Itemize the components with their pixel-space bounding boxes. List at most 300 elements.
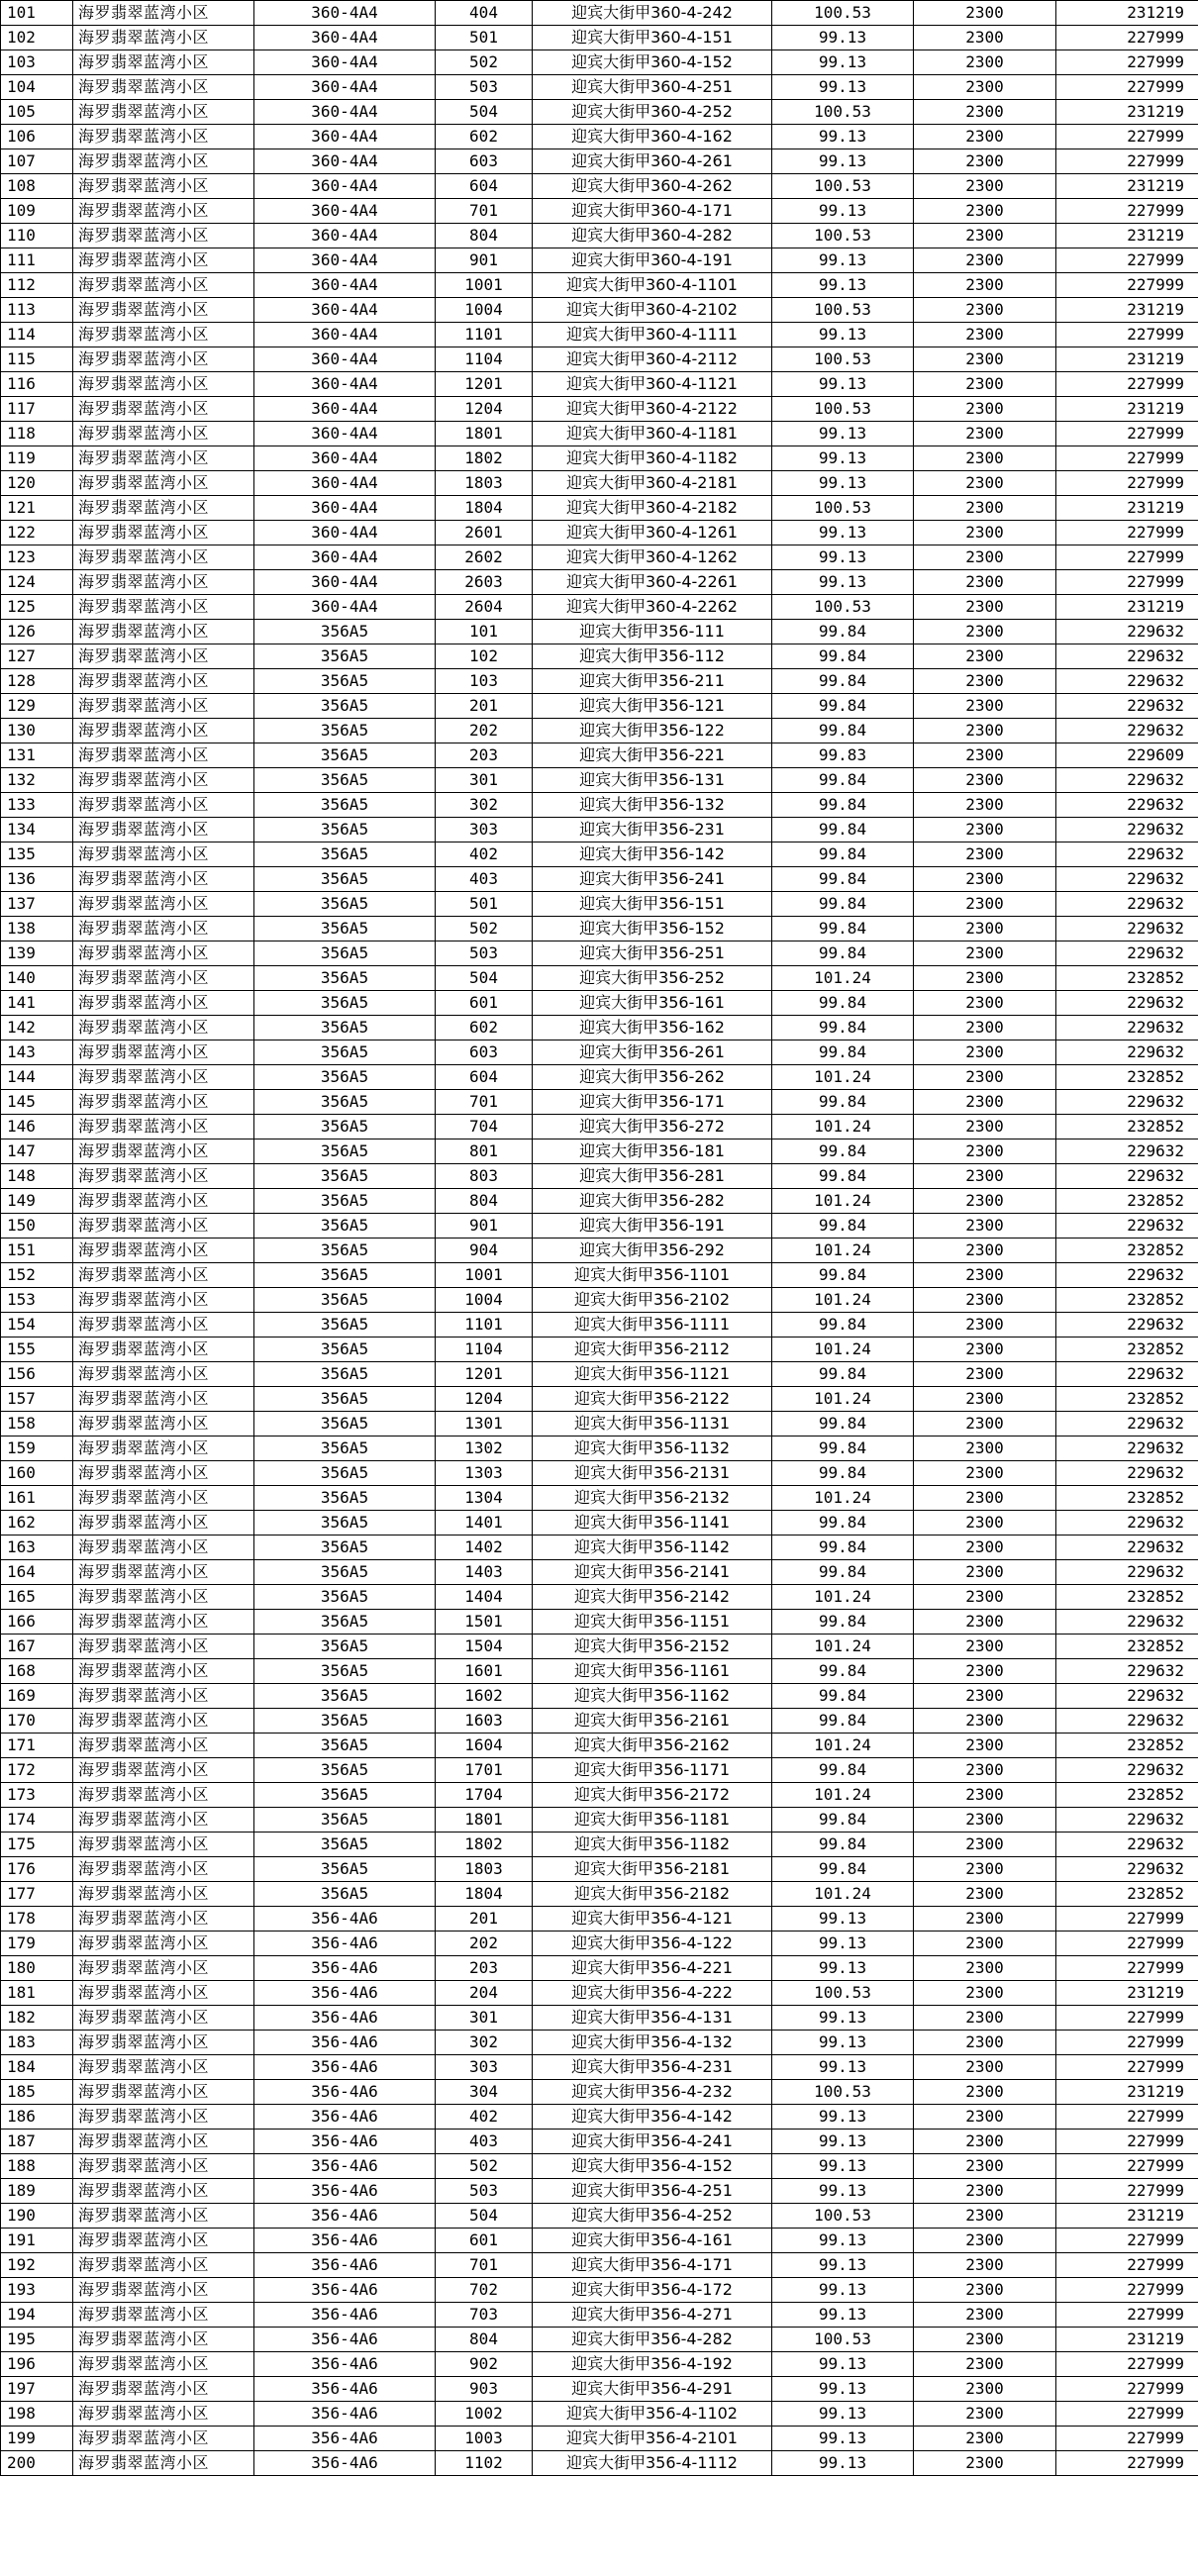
address-cell: 迎宾大街甲356-2141 [533, 1560, 772, 1585]
row-number-cell: 159 [1, 1437, 73, 1461]
total-price-cell: 227999 [1056, 26, 1198, 50]
building-cell: 356A5 [254, 1709, 436, 1734]
building-cell: 360-4A4 [254, 446, 436, 471]
row-number-cell: 162 [1, 1511, 73, 1536]
total-price-cell: 229632 [1056, 917, 1198, 941]
row-number-cell: 188 [1, 2154, 73, 2179]
unit-price-cell: 2300 [914, 2377, 1056, 2402]
total-price-cell: 229632 [1056, 842, 1198, 867]
area-cell: 101.24 [772, 1288, 914, 1313]
row-number-cell: 104 [1, 75, 73, 100]
community-cell: 海罗翡翠蓝湾小区 [73, 644, 254, 669]
total-price-cell: 227999 [1056, 248, 1198, 273]
total-price-cell: 232852 [1056, 1486, 1198, 1511]
room-cell: 602 [436, 125, 533, 149]
row-number-cell: 156 [1, 1362, 73, 1387]
total-price-cell: 229632 [1056, 1090, 1198, 1115]
row-number-cell: 132 [1, 768, 73, 793]
table-row [1, 2352, 1198, 2377]
address-cell: 迎宾大街甲356-2102 [533, 1288, 772, 1313]
community-cell: 海罗翡翠蓝湾小区 [73, 471, 254, 496]
area-cell: 99.13 [772, 323, 914, 347]
row-number-cell: 180 [1, 1956, 73, 1981]
community-cell: 海罗翡翠蓝湾小区 [73, 372, 254, 397]
community-cell: 海罗翡翠蓝湾小区 [73, 1808, 254, 1833]
room-cell: 2602 [436, 545, 533, 570]
community-cell: 海罗翡翠蓝湾小区 [73, 323, 254, 347]
room-cell: 403 [436, 2130, 533, 2154]
room-cell: 102 [436, 644, 533, 669]
community-cell: 海罗翡翠蓝湾小区 [73, 1040, 254, 1065]
table-row [1, 1833, 1198, 1857]
address-cell: 迎宾大街甲356-161 [533, 991, 772, 1016]
community-cell: 海罗翡翠蓝湾小区 [73, 125, 254, 149]
building-cell: 356A5 [254, 1263, 436, 1288]
address-cell: 迎宾大街甲360-4-162 [533, 125, 772, 149]
room-cell: 1104 [436, 1338, 533, 1362]
area-cell: 99.84 [772, 768, 914, 793]
table-row [1, 1189, 1198, 1214]
table-row [1, 892, 1198, 917]
area-cell: 99.13 [772, 372, 914, 397]
area-cell: 99.84 [772, 719, 914, 743]
building-cell: 356-4A6 [254, 1956, 436, 1981]
community-cell: 海罗翡翠蓝湾小区 [73, 1263, 254, 1288]
building-cell: 356A5 [254, 1833, 436, 1857]
address-cell: 迎宾大街甲356-1151 [533, 1610, 772, 1635]
row-number-cell: 163 [1, 1536, 73, 1560]
building-cell: 356-4A6 [254, 2080, 436, 2105]
room-cell: 203 [436, 743, 533, 768]
total-price-cell: 231219 [1056, 1981, 1198, 2006]
address-cell: 迎宾大街甲356-292 [533, 1238, 772, 1263]
address-cell: 迎宾大街甲356-4-122 [533, 1932, 772, 1956]
building-cell: 356A5 [254, 1139, 436, 1164]
community-cell: 海罗翡翠蓝湾小区 [73, 1610, 254, 1635]
building-cell: 356A5 [254, 743, 436, 768]
table-row [1, 224, 1198, 248]
community-cell: 海罗翡翠蓝湾小区 [73, 2031, 254, 2055]
room-cell: 501 [436, 26, 533, 50]
total-price-cell: 229632 [1056, 1684, 1198, 1709]
area-cell: 100.53 [772, 2328, 914, 2352]
area-cell: 99.13 [772, 2402, 914, 2427]
unit-price-cell: 2300 [914, 1189, 1056, 1214]
room-cell: 803 [436, 1164, 533, 1189]
table-row [1, 50, 1198, 75]
community-cell: 海罗翡翠蓝湾小区 [73, 2402, 254, 2427]
building-cell: 356A5 [254, 1585, 436, 1610]
unit-price-cell: 2300 [914, 1857, 1056, 1882]
table-row [1, 397, 1198, 422]
community-cell: 海罗翡翠蓝湾小区 [73, 2130, 254, 2154]
community-cell: 海罗翡翠蓝湾小区 [73, 1758, 254, 1783]
community-cell: 海罗翡翠蓝湾小区 [73, 2080, 254, 2105]
unit-price-cell: 2300 [914, 174, 1056, 199]
row-number-cell: 141 [1, 991, 73, 1016]
room-cell: 604 [436, 1065, 533, 1090]
table-row [1, 1238, 1198, 1263]
building-cell: 356A5 [254, 1758, 436, 1783]
row-number-cell: 142 [1, 1016, 73, 1040]
row-number-cell: 148 [1, 1164, 73, 1189]
unit-price-cell: 2300 [914, 991, 1056, 1016]
total-price-cell: 229632 [1056, 818, 1198, 842]
row-number-cell: 126 [1, 620, 73, 644]
area-cell: 99.84 [772, 1040, 914, 1065]
total-price-cell: 229632 [1056, 694, 1198, 719]
table-row [1, 1882, 1198, 1907]
table-row [1, 2278, 1198, 2303]
room-cell: 1803 [436, 1857, 533, 1882]
community-cell: 海罗翡翠蓝湾小区 [73, 1338, 254, 1362]
total-price-cell: 227999 [1056, 2427, 1198, 2451]
unit-price-cell: 2300 [914, 1016, 1056, 1040]
area-cell: 99.13 [772, 2154, 914, 2179]
building-cell: 356A5 [254, 1090, 436, 1115]
room-cell: 601 [436, 2229, 533, 2253]
table-row [1, 1659, 1198, 1684]
area-cell: 99.13 [772, 2451, 914, 2476]
unit-price-cell: 2300 [914, 2352, 1056, 2377]
area-cell: 99.84 [772, 941, 914, 966]
community-cell: 海罗翡翠蓝湾小区 [73, 2427, 254, 2451]
unit-price-cell: 2300 [914, 100, 1056, 125]
area-cell: 101.24 [772, 1065, 914, 1090]
area-cell: 99.13 [772, 2377, 914, 2402]
unit-price-cell: 2300 [914, 768, 1056, 793]
room-cell: 702 [436, 2278, 533, 2303]
room-cell: 1404 [436, 1585, 533, 1610]
area-cell: 99.13 [772, 521, 914, 545]
unit-price-cell: 2300 [914, 842, 1056, 867]
table-row [1, 372, 1198, 397]
total-price-cell: 227999 [1056, 2154, 1198, 2179]
room-cell: 503 [436, 75, 533, 100]
room-cell: 1201 [436, 1362, 533, 1387]
community-cell: 海罗翡翠蓝湾小区 [73, 2303, 254, 2328]
room-cell: 203 [436, 1956, 533, 1981]
table-row [1, 2130, 1198, 2154]
building-cell: 356A5 [254, 1857, 436, 1882]
community-cell: 海罗翡翠蓝湾小区 [73, 26, 254, 50]
room-cell: 601 [436, 991, 533, 1016]
total-price-cell: 229632 [1056, 1758, 1198, 1783]
area-cell: 99.84 [772, 669, 914, 694]
total-price-cell: 229632 [1056, 991, 1198, 1016]
community-cell: 海罗翡翠蓝湾小区 [73, 2006, 254, 2031]
row-number-cell: 116 [1, 372, 73, 397]
address-cell: 迎宾大街甲356-4-1102 [533, 2402, 772, 2427]
total-price-cell: 227999 [1056, 323, 1198, 347]
unit-price-cell: 2300 [914, 1536, 1056, 1560]
building-cell: 360-4A4 [254, 298, 436, 323]
address-cell: 迎宾大街甲356-4-161 [533, 2229, 772, 2253]
community-cell: 海罗翡翠蓝湾小区 [73, 719, 254, 743]
address-cell: 迎宾大街甲356-2132 [533, 1486, 772, 1511]
total-price-cell: 229632 [1056, 1536, 1198, 1560]
address-cell: 迎宾大街甲360-4-262 [533, 174, 772, 199]
table-row [1, 669, 1198, 694]
room-cell: 103 [436, 669, 533, 694]
address-cell: 迎宾大街甲356-1162 [533, 1684, 772, 1709]
community-cell: 海罗翡翠蓝湾小区 [73, 2253, 254, 2278]
row-number-cell: 199 [1, 2427, 73, 2451]
building-cell: 356-4A6 [254, 2352, 436, 2377]
address-cell: 迎宾大街甲360-4-261 [533, 149, 772, 174]
table-row [1, 1932, 1198, 1956]
address-cell: 迎宾大街甲356-171 [533, 1090, 772, 1115]
area-cell: 99.13 [772, 2427, 914, 2451]
area-cell: 99.13 [772, 1932, 914, 1956]
unit-price-cell: 2300 [914, 273, 1056, 298]
area-cell: 99.13 [772, 471, 914, 496]
area-cell: 99.13 [772, 2130, 914, 2154]
total-price-cell: 229632 [1056, 1461, 1198, 1486]
address-cell: 迎宾大街甲356-4-152 [533, 2154, 772, 2179]
total-price-cell: 227999 [1056, 149, 1198, 174]
total-price-cell: 231219 [1056, 100, 1198, 125]
area-cell: 99.83 [772, 743, 914, 768]
table-row [1, 2402, 1198, 2427]
row-number-cell: 143 [1, 1040, 73, 1065]
area-cell: 101.24 [772, 1783, 914, 1808]
table-row [1, 595, 1198, 620]
room-cell: 704 [436, 1115, 533, 1139]
unit-price-cell: 2300 [914, 2328, 1056, 2352]
row-number-cell: 176 [1, 1857, 73, 1882]
unit-price-cell: 2300 [914, 719, 1056, 743]
row-number-cell: 179 [1, 1932, 73, 1956]
building-cell: 360-4A4 [254, 100, 436, 125]
area-cell: 101.24 [772, 1238, 914, 1263]
unit-price-cell: 2300 [914, 1, 1056, 26]
area-cell: 99.13 [772, 446, 914, 471]
community-cell: 海罗翡翠蓝湾小区 [73, 496, 254, 521]
address-cell: 迎宾大街甲356-2112 [533, 1338, 772, 1362]
community-cell: 海罗翡翠蓝湾小区 [73, 1956, 254, 1981]
table-row [1, 1090, 1198, 1115]
room-cell: 2604 [436, 595, 533, 620]
community-cell: 海罗翡翠蓝湾小区 [73, 1981, 254, 2006]
area-cell: 99.84 [772, 1016, 914, 1040]
table-row [1, 545, 1198, 570]
building-cell: 356A5 [254, 1536, 436, 1560]
unit-price-cell: 2300 [914, 644, 1056, 669]
table-row [1, 2031, 1198, 2055]
row-number-cell: 130 [1, 719, 73, 743]
address-cell: 迎宾大街甲356-282 [533, 1189, 772, 1214]
total-price-cell: 229632 [1056, 941, 1198, 966]
row-number-cell: 182 [1, 2006, 73, 2031]
area-cell: 99.13 [772, 2253, 914, 2278]
building-cell: 360-4A4 [254, 397, 436, 422]
unit-price-cell: 2300 [914, 941, 1056, 966]
building-cell: 356-4A6 [254, 2031, 436, 2055]
address-cell: 迎宾大街甲356-231 [533, 818, 772, 842]
unit-price-cell: 2300 [914, 446, 1056, 471]
community-cell: 海罗翡翠蓝湾小区 [73, 570, 254, 595]
row-number-cell: 190 [1, 2204, 73, 2229]
total-price-cell: 227999 [1056, 2006, 1198, 2031]
table-row [1, 694, 1198, 719]
address-cell: 迎宾大街甲360-4-171 [533, 199, 772, 224]
building-cell: 356A5 [254, 1387, 436, 1412]
community-cell: 海罗翡翠蓝湾小区 [73, 1907, 254, 1932]
building-cell: 356A5 [254, 1635, 436, 1659]
address-cell: 迎宾大街甲356-4-192 [533, 2352, 772, 2377]
room-cell: 1003 [436, 2427, 533, 2451]
area-cell: 99.84 [772, 644, 914, 669]
area-cell: 101.24 [772, 1115, 914, 1139]
unit-price-cell: 2300 [914, 1139, 1056, 1164]
row-number-cell: 145 [1, 1090, 73, 1115]
address-cell: 迎宾大街甲356-112 [533, 644, 772, 669]
area-cell: 99.13 [772, 248, 914, 273]
total-price-cell: 227999 [1056, 50, 1198, 75]
room-cell: 403 [436, 867, 533, 892]
table-row [1, 867, 1198, 892]
address-cell: 迎宾大街甲356-1132 [533, 1437, 772, 1461]
area-cell: 99.84 [772, 694, 914, 719]
area-cell: 99.13 [772, 2303, 914, 2328]
building-cell: 360-4A4 [254, 595, 436, 620]
room-cell: 804 [436, 1189, 533, 1214]
total-price-cell: 227999 [1056, 2229, 1198, 2253]
address-cell: 迎宾大街甲356-1101 [533, 1263, 772, 1288]
area-cell: 99.84 [772, 867, 914, 892]
community-cell: 海罗翡翠蓝湾小区 [73, 867, 254, 892]
row-number-cell: 200 [1, 2451, 73, 2476]
unit-price-cell: 2300 [914, 545, 1056, 570]
total-price-cell: 227999 [1056, 372, 1198, 397]
community-cell: 海罗翡翠蓝湾小区 [73, 1016, 254, 1040]
row-number-cell: 168 [1, 1659, 73, 1684]
row-number-cell: 151 [1, 1238, 73, 1263]
community-cell: 海罗翡翠蓝湾小区 [73, 273, 254, 298]
room-cell: 402 [436, 842, 533, 867]
address-cell: 迎宾大街甲356-2131 [533, 1461, 772, 1486]
table-row [1, 1338, 1198, 1362]
building-cell: 356-4A6 [254, 2204, 436, 2229]
row-number-cell: 124 [1, 570, 73, 595]
community-cell: 海罗翡翠蓝湾小区 [73, 694, 254, 719]
total-price-cell: 232852 [1056, 1338, 1198, 1362]
area-cell: 99.13 [772, 2031, 914, 2055]
unit-price-cell: 2300 [914, 496, 1056, 521]
building-cell: 356A5 [254, 1288, 436, 1313]
community-cell: 海罗翡翠蓝湾小区 [73, 1511, 254, 1536]
area-cell: 101.24 [772, 1486, 914, 1511]
community-cell: 海罗翡翠蓝湾小区 [73, 1709, 254, 1734]
community-cell: 海罗翡翠蓝湾小区 [73, 2328, 254, 2352]
unit-price-cell: 2300 [914, 595, 1056, 620]
address-cell: 迎宾大街甲360-4-152 [533, 50, 772, 75]
building-cell: 360-4A4 [254, 26, 436, 50]
room-cell: 1802 [436, 1833, 533, 1857]
total-price-cell: 227999 [1056, 2377, 1198, 2402]
row-number-cell: 134 [1, 818, 73, 842]
table-row [1, 496, 1198, 521]
community-cell: 海罗翡翠蓝湾小区 [73, 1734, 254, 1758]
area-cell: 99.84 [772, 620, 914, 644]
room-cell: 1201 [436, 372, 533, 397]
room-cell: 901 [436, 1214, 533, 1238]
table-row [1, 719, 1198, 743]
table-row [1, 2154, 1198, 2179]
address-cell: 迎宾大街甲356-132 [533, 793, 772, 818]
community-cell: 海罗翡翠蓝湾小区 [73, 2377, 254, 2402]
room-cell: 703 [436, 2303, 533, 2328]
area-cell: 101.24 [772, 966, 914, 991]
total-price-cell: 229632 [1056, 719, 1198, 743]
community-cell: 海罗翡翠蓝湾小区 [73, 620, 254, 644]
room-cell: 1603 [436, 1709, 533, 1734]
building-cell: 356A5 [254, 1659, 436, 1684]
total-price-cell: 227999 [1056, 570, 1198, 595]
room-cell: 1501 [436, 1610, 533, 1635]
table-row [1, 2451, 1198, 2476]
total-price-cell: 232852 [1056, 1387, 1198, 1412]
unit-price-cell: 2300 [914, 347, 1056, 372]
room-cell: 1101 [436, 323, 533, 347]
building-cell: 356A5 [254, 1412, 436, 1437]
row-number-cell: 193 [1, 2278, 73, 2303]
row-number-cell: 138 [1, 917, 73, 941]
table-row [1, 2006, 1198, 2031]
room-cell: 602 [436, 1016, 533, 1040]
address-cell: 迎宾大街甲356-151 [533, 892, 772, 917]
total-price-cell: 231219 [1056, 174, 1198, 199]
room-cell: 204 [436, 1981, 533, 2006]
unit-price-cell: 2300 [914, 199, 1056, 224]
row-number-cell: 164 [1, 1560, 73, 1585]
table-row [1, 1486, 1198, 1511]
building-cell: 356A5 [254, 1610, 436, 1635]
unit-price-cell: 2300 [914, 50, 1056, 75]
row-number-cell: 137 [1, 892, 73, 917]
row-number-cell: 128 [1, 669, 73, 694]
row-number-cell: 157 [1, 1387, 73, 1412]
community-cell: 海罗翡翠蓝湾小区 [73, 446, 254, 471]
unit-price-cell: 2300 [914, 75, 1056, 100]
table-row [1, 2105, 1198, 2130]
total-price-cell: 231219 [1056, 347, 1198, 372]
table-row [1, 1981, 1198, 2006]
total-price-cell: 227999 [1056, 75, 1198, 100]
unit-price-cell: 2300 [914, 1684, 1056, 1709]
building-cell: 356-4A6 [254, 2451, 436, 2476]
building-cell: 356A5 [254, 1808, 436, 1833]
address-cell: 迎宾大街甲360-4-1261 [533, 521, 772, 545]
address-cell: 迎宾大街甲356-4-282 [533, 2328, 772, 2352]
table-row [1, 1115, 1198, 1139]
community-cell: 海罗翡翠蓝湾小区 [73, 2154, 254, 2179]
address-cell: 迎宾大街甲360-4-1121 [533, 372, 772, 397]
room-cell: 502 [436, 50, 533, 75]
address-cell: 迎宾大街甲360-4-2102 [533, 298, 772, 323]
total-price-cell: 229632 [1056, 644, 1198, 669]
table-body [1, 1, 1198, 2476]
room-cell: 501 [436, 892, 533, 917]
community-cell: 海罗翡翠蓝湾小区 [73, 768, 254, 793]
table-row [1, 2328, 1198, 2352]
table-row [1, 1461, 1198, 1486]
room-cell: 903 [436, 2377, 533, 2402]
total-price-cell: 229632 [1056, 768, 1198, 793]
row-number-cell: 160 [1, 1461, 73, 1486]
room-cell: 504 [436, 2204, 533, 2229]
